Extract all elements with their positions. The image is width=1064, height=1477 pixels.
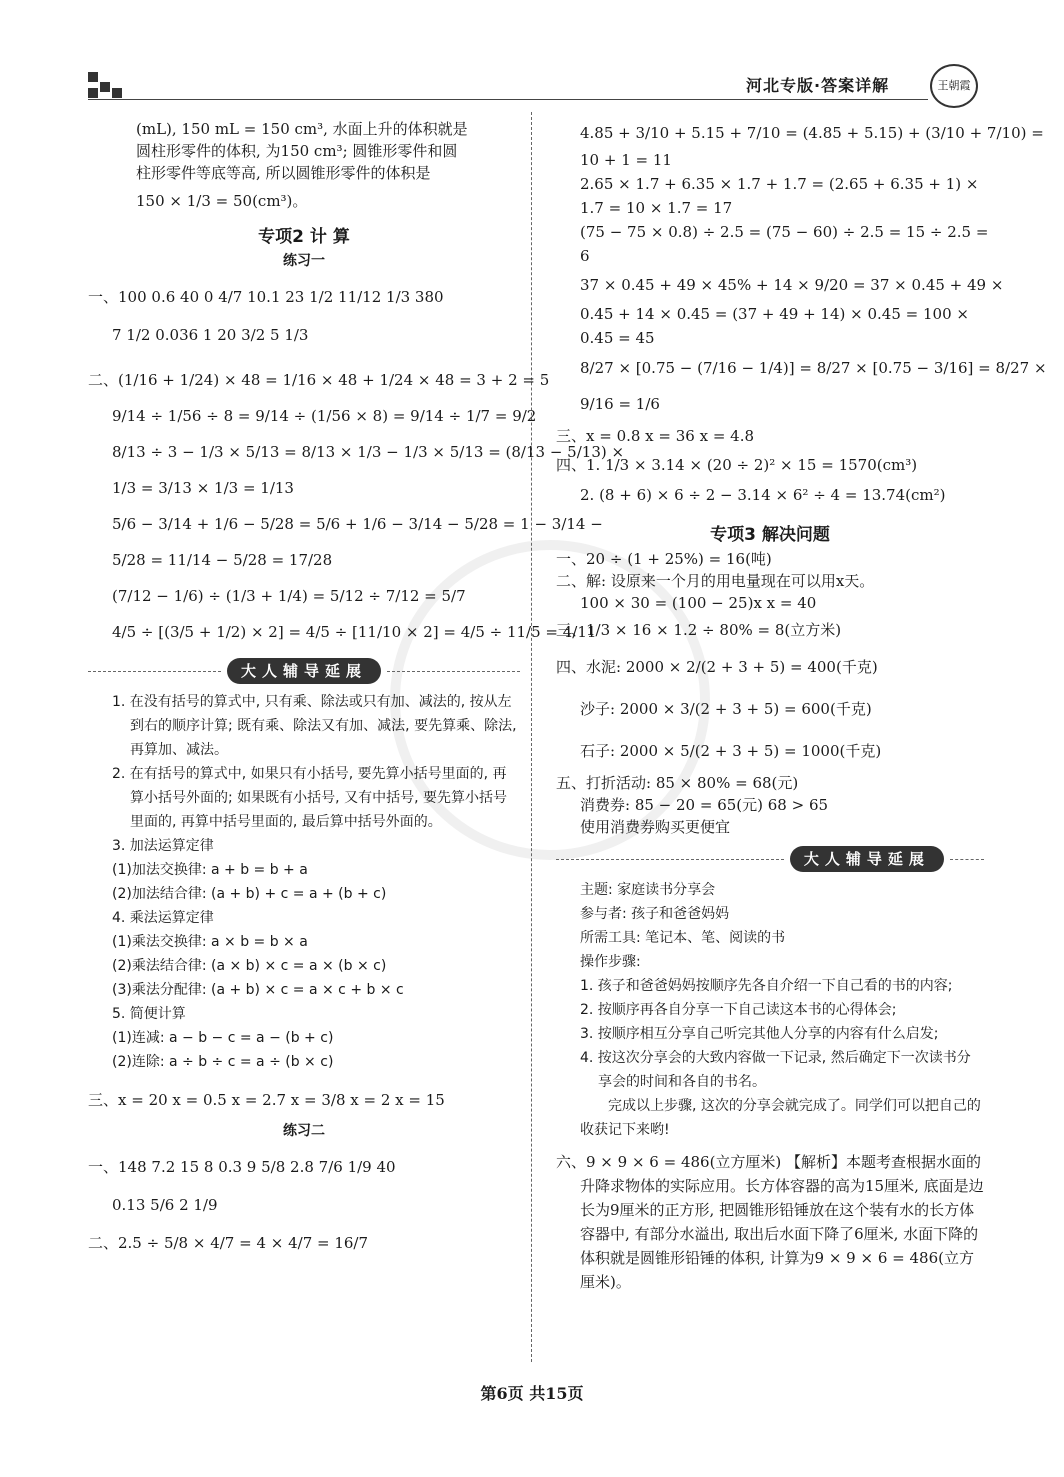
solution-line: 一、20 ÷ (1 + 25%) = 16(吨)	[556, 550, 772, 568]
calc-line: 10 + 1 = 11	[580, 151, 672, 169]
extension-banner	[556, 846, 984, 872]
solution-line: 二、解: 设原来一个月的用电量现在可以用x天。	[556, 572, 875, 590]
extension-item: 1. 孩子和爸爸妈妈按顺序先各自介绍一下自己看的书的内容;	[580, 978, 953, 994]
extension-title: 大人辅导延展	[227, 658, 381, 684]
intro-line: 圆柱形零件的体积, 为150 cm³; 圆锥形零件和圆	[136, 142, 458, 160]
calc-line: 5/28 = 11/14 − 5/28 = 17/28	[112, 551, 333, 569]
calc-line: 9/14 ÷ 1/56 ÷ 8 = 9/14 ÷ (1/56 × 8) = 9/14 ÷ 1/7 = 9/2	[112, 407, 537, 425]
exercise-title: 练习二	[283, 1123, 325, 1139]
extension-item: 2. 按顺序再各自分享一下自己读这本书的心得体会;	[580, 1002, 897, 1018]
calc-line: (7/12 − 1/6) ÷ (1/3 + 1/4) = 5/12 ÷ 7/12 = 5/7	[112, 587, 466, 605]
intro-line: 柱形零件等底等高, 所以圆锥形零件的体积是	[136, 164, 431, 182]
section-title: 专项2 计 算	[258, 227, 350, 247]
answer-line: 一、148 7.2 15 8 0.3 9 5/8 2.8 7/6 1/9 40	[88, 1158, 396, 1176]
answer-line: 0.13 5/6 2 1/9	[112, 1196, 218, 1214]
header-title: 河北专版·答案详解	[746, 76, 890, 95]
calc-line: 6	[580, 247, 590, 265]
extension-item: 所需工具: 笔记本、笔、阅读的书	[580, 930, 786, 946]
extension-item: 4. 乘法运算定律	[112, 910, 214, 926]
solution-line: 石子: 2000 × 5/(2 + 3 + 5) = 1000(千克)	[580, 742, 882, 760]
section-title: 专项3 解决问题	[710, 525, 830, 545]
header-rule	[88, 99, 928, 100]
page-number: 第6页 共15页	[480, 1384, 584, 1403]
calc-line: 8/27 × [0.75 − (7/16 − 1/4)] = 8/27 × [0.75 − 3/16] = 8/27 ×	[580, 359, 1047, 377]
solution-line: 五、打折活动: 85 × 80% = 68(元)	[556, 774, 799, 792]
answer-line: 一、100 0.6 40 0 4/7 10.1 23 1/2 11/12 1/3 380	[88, 288, 444, 306]
calc-line: 8/13 ÷ 3 − 1/3 × 5/13 = 8/13 × 1/3 − 1/3 × 5/13 = (8/13 − 5/13) ×	[112, 443, 625, 461]
extension-title: 大人辅导延展	[790, 846, 944, 872]
extension-item: (1)加法交换律: a + b = b + a	[112, 862, 308, 878]
column-divider	[531, 112, 532, 1362]
calc-line: 1.7 = 10 × 1.7 = 17	[580, 199, 733, 217]
answer-line: 四、1. 1/3 × 3.14 × (20 ÷ 2)² × 15 = 1570(cm³)	[556, 456, 918, 474]
answer-line: 2. (8 + 6) × 6 ÷ 2 − 3.14 × 6² ÷ 4 = 13.74(cm²)	[580, 486, 946, 504]
calc-line: 37 × 0.45 + 49 × 45% + 14 × 9/20 = 37 × 0.45 + 49 ×	[580, 276, 1004, 294]
exercise-title: 练习一	[283, 253, 325, 269]
extension-item: 操作步骤:	[580, 954, 641, 970]
extension-item: (3)乘法分配律: (a + b) × c = a × c + b × c	[112, 982, 404, 998]
extension-item: (2)加法结合律: (a + b) + c = a + (b + c)	[112, 886, 387, 902]
solution-line: 消费券: 85 − 20 = 65(元) 68 > 65	[580, 796, 829, 814]
calc-line: 4.85 + 3/10 + 5.15 + 7/10 = (4.85 + 5.15) + (3/10 + 7/10) =	[580, 124, 1044, 142]
extension-item: 参与者: 孩子和爸爸妈妈	[580, 906, 730, 922]
solution-line: 四、水泥: 2000 × 2/(2 + 3 + 5) = 400(千克)	[556, 658, 878, 676]
extension-item: 5. 简便计算	[112, 1006, 186, 1022]
extension-item: (2)乘法结合律: (a × b) × c = a × (b × c)	[112, 958, 387, 974]
calc-line: 2.65 × 1.7 + 6.35 × 1.7 + 1.7 = (2.65 + 6.35 + 1) ×	[580, 175, 979, 193]
answer-line: 三、x = 20 x = 0.5 x = 2.7 x = 3/8 x = 2 x = 15	[88, 1091, 445, 1109]
extension-body	[556, 878, 984, 1142]
extension-item: 主题: 家庭读书分享会	[580, 882, 716, 898]
calc-line: 二、(1/16 + 1/24) × 48 = 1/16 × 48 + 1/24 × 48 = 3 + 2 = 5	[88, 371, 550, 389]
header-decoration	[88, 72, 128, 100]
calc-line: 1/3 = 3/13 × 1/3 = 1/13	[112, 479, 294, 497]
extension-banner	[88, 658, 520, 684]
intro-line: 150 × 1/3 = 50(cm³)。	[136, 192, 308, 210]
intro-line: (mL), 150 mL = 150 cm³, 水面上升的体积就是	[136, 120, 468, 138]
calc-line: 0.45 = 45	[580, 329, 655, 347]
publisher-logo: 王朝霞	[930, 64, 978, 108]
extension-item: 3. 按顺序相互分享自己听完其他人分享的内容有什么启发;	[580, 1026, 939, 1042]
solution-line: 100 × 30 = (100 − 25)x x = 40	[580, 594, 817, 612]
extension-item: 3. 加法运算定律	[112, 838, 214, 854]
extension-item: (2)连除: a ÷ b ÷ c = a ÷ (b × c)	[112, 1054, 334, 1070]
calc-line: (75 − 75 × 0.8) ÷ 2.5 = (75 − 60) ÷ 2.5 = 15 ÷ 2.5 =	[580, 223, 989, 241]
calc-line: 5/6 − 3/14 + 1/6 − 5/28 = 5/6 + 1/6 − 3/14 − 5/28 = 1 − 3/14 −	[112, 515, 603, 533]
answer-line: 7 1/2 0.036 1 20 3/2 5 1/3	[112, 326, 309, 344]
solution-line: 使用消费券购买更便宜	[580, 818, 731, 836]
extension-item: (1)连减: a − b − c = a − (b + c)	[112, 1030, 334, 1046]
extension-item: 完成以上步骤, 这次的分享会就完成了。同学们可以把自己的收获记下来哟!	[580, 1098, 981, 1138]
extension-item: 2. 在有括号的算式中, 如果只有小括号, 要先算小括号里面的, 再算小括号外面的; 如果既有小括号, 又有中括号, 要先算小括号里面的, 再算中括号里面的, 最后算中括号外面的。	[112, 766, 507, 830]
solution-line: 三、1/3 × 16 × 1.2 ÷ 80% = 8(立方米)	[556, 621, 842, 639]
extension-body	[88, 690, 520, 1074]
answer-line: 三、x = 0.8 x = 36 x = 4.8	[556, 427, 755, 445]
answer-paragraph: 六、9 × 9 × 6 = 486(立方厘米) 【解析】本题考查根据水面的升降求物体的实际应用。长方体容器的高为15厘米, 底面是边长为9厘米的正方形, 把圆锥形铅锤放在这个装有水的长方体容器中, 有部分水溢出, 取出后水面下降了6厘米, 水面下降的体积就是圆锥形铅锤的体积, 计算为9 × 9 × 6 = 486(立方厘米)。	[556, 1153, 984, 1291]
extension-item: (1)乘法交换律: a × b = b × a	[112, 934, 308, 950]
extension-item: 4. 按这次分享会的大致内容做一下记录, 然后确定下一次读书分享会的时间和各自的书名。	[580, 1050, 971, 1090]
calc-line: 4/5 ÷ [(3/5 + 1/2) × 2] = 4/5 ÷ [11/10 × 2] = 4/5 ÷ 11/5 = 4/11	[112, 623, 597, 641]
answer-line: 二、2.5 ÷ 5/8 × 4/7 = 4 × 4/7 = 16/7	[88, 1234, 369, 1252]
solution-line: 沙子: 2000 × 3/(2 + 3 + 5) = 600(千克)	[580, 700, 872, 718]
extension-item: 1. 在没有括号的算式中, 只有乘、除法或只有加、减法的, 按从左到右的顺序计算; 既有乘、除法又有加、减法, 要先算乘、除法, 再算加、减法。	[112, 694, 517, 758]
calc-line: 0.45 + 14 × 0.45 = (37 + 49 + 14) × 0.45 = 100 ×	[580, 305, 969, 323]
right-column	[556, 118, 1047, 1294]
calc-line: 9/16 = 1/6	[580, 395, 660, 413]
